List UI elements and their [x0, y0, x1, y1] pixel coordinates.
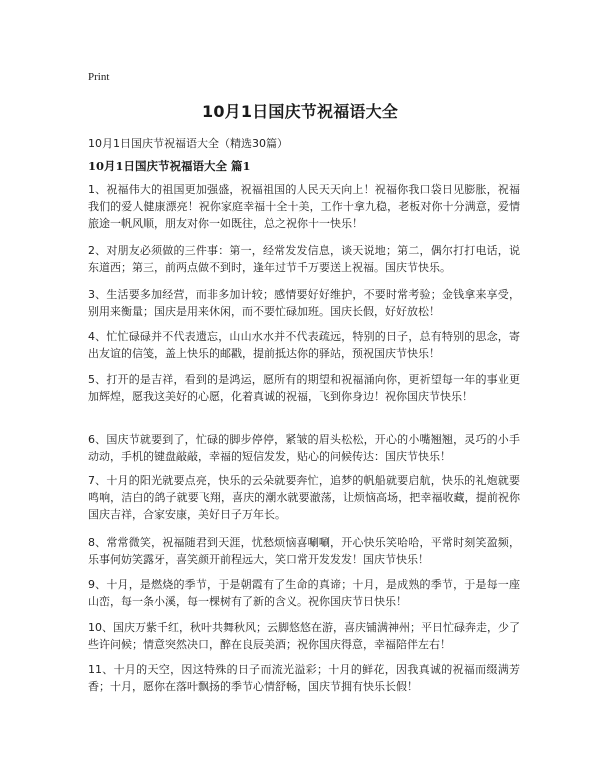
- paragraph-11: 11、十月的天空，因这特殊的日子而流光溢彩；十月的鲜花，因我真诚的祝福而缀满芳香；十月，愿你在落叶飘扬的季节心情舒畅，国庆节拥有快乐长假！: [88, 663, 520, 693]
- paragraph-2: 2、对朋友必须做的三件事：第一，经常发发信息，谈天说地；第二，偶尔打打电话，说东道西；第三，前两点做不到时，逢年过节千万要送上祝福。国庆节快乐。: [88, 244, 520, 274]
- document-subtitle: 10月1日国庆节祝福语大全（精选30篇）: [88, 137, 288, 150]
- print-link[interactable]: Print: [88, 71, 110, 83]
- page-title: 10月1日国庆节祝福语大全: [202, 102, 398, 121]
- paragraph-10: 10、国庆万紫千红，秋叶共舞秋风；云脚悠悠在游，喜庆铺满神州；平日忙碌奔走，少了些许问候；情意突然决口，醉在良辰美酒；祝你国庆得意，幸福陪伴左右！: [88, 621, 520, 651]
- paragraph-3: 3、生活要多加经营，而非多加计较；感情要好好维护，不要时常考验；金钱拿来享受，别用来衡量；国庆是用来休闲，而不要忙碌加班。国庆长假，好好放松！: [88, 288, 520, 318]
- paragraph-1: 1、祝福伟大的祖国更加强盛，祝福祖国的人民天天向上！祝福你我口袋日见膨胀，祝福我们的爱人健康漂亮！祝你家庭幸福十全十美，工作十拿九稳，老板对你十分满意，爱情旅途一帆风顺，朋友对你一如既往，总之祝你十一快乐！: [88, 183, 520, 230]
- section-heading: 10月1日国庆节祝福语大全 篇1: [88, 159, 251, 173]
- paragraph-4: 4、忙忙碌碌并不代表遗忘，山山水水并不代表疏远，特别的日子，总有特别的思念，寄出友谊的信笺，盖上快乐的邮戳，提前抵达你的驿站，预祝国庆节快乐！: [88, 330, 520, 360]
- paragraph-8: 8、常常微笑，祝福随君到天涯，忧愁烦恼喜唰唰，开心快乐笑哈哈，平常时刻笑盈频，乐事何妨笑露牙，喜笑颜开前程远大，笑口常开发发发！国庆节快乐！: [88, 536, 520, 566]
- paragraph-7: 7、十月的阳光就要点亮，快乐的云朵就要奔忙，追梦的帆船就要启航，快乐的礼炮就要鸣响，洁白的鸽子就要飞翔，喜庆的潮水就要澈荡，让烦恼高场，把幸福收藏，提前祝你国庆吉祥，合家安康，美好日子万年长。: [88, 474, 520, 521]
- paragraph-5: 5、打开的是吉祥，看到的是鸿运，愿所有的期望和祝福涌向你，更祈望每一年的事业更加辉煌，愿我这美好的心愿，化着真诚的祝福，飞到你身边！祝你国庆节快乐！: [88, 373, 520, 403]
- paragraph-9: 9、十月，是燃烧的季节，于是朝霞有了生命的真谛；十月，是成熟的季节，于是每一座山峦，每一条小溪，每一棵树有了新的含义。祝你国庆节日快乐！: [88, 578, 520, 608]
- paragraph-6: 6、国庆节就要到了，忙碌的脚步停停，紧皱的眉头松松，开心的小嘴翘翘，灵巧的小手动动，手机的键盘敲敲，幸福的短信发发，贴心的问候传达：国庆节快乐！: [88, 433, 520, 463]
